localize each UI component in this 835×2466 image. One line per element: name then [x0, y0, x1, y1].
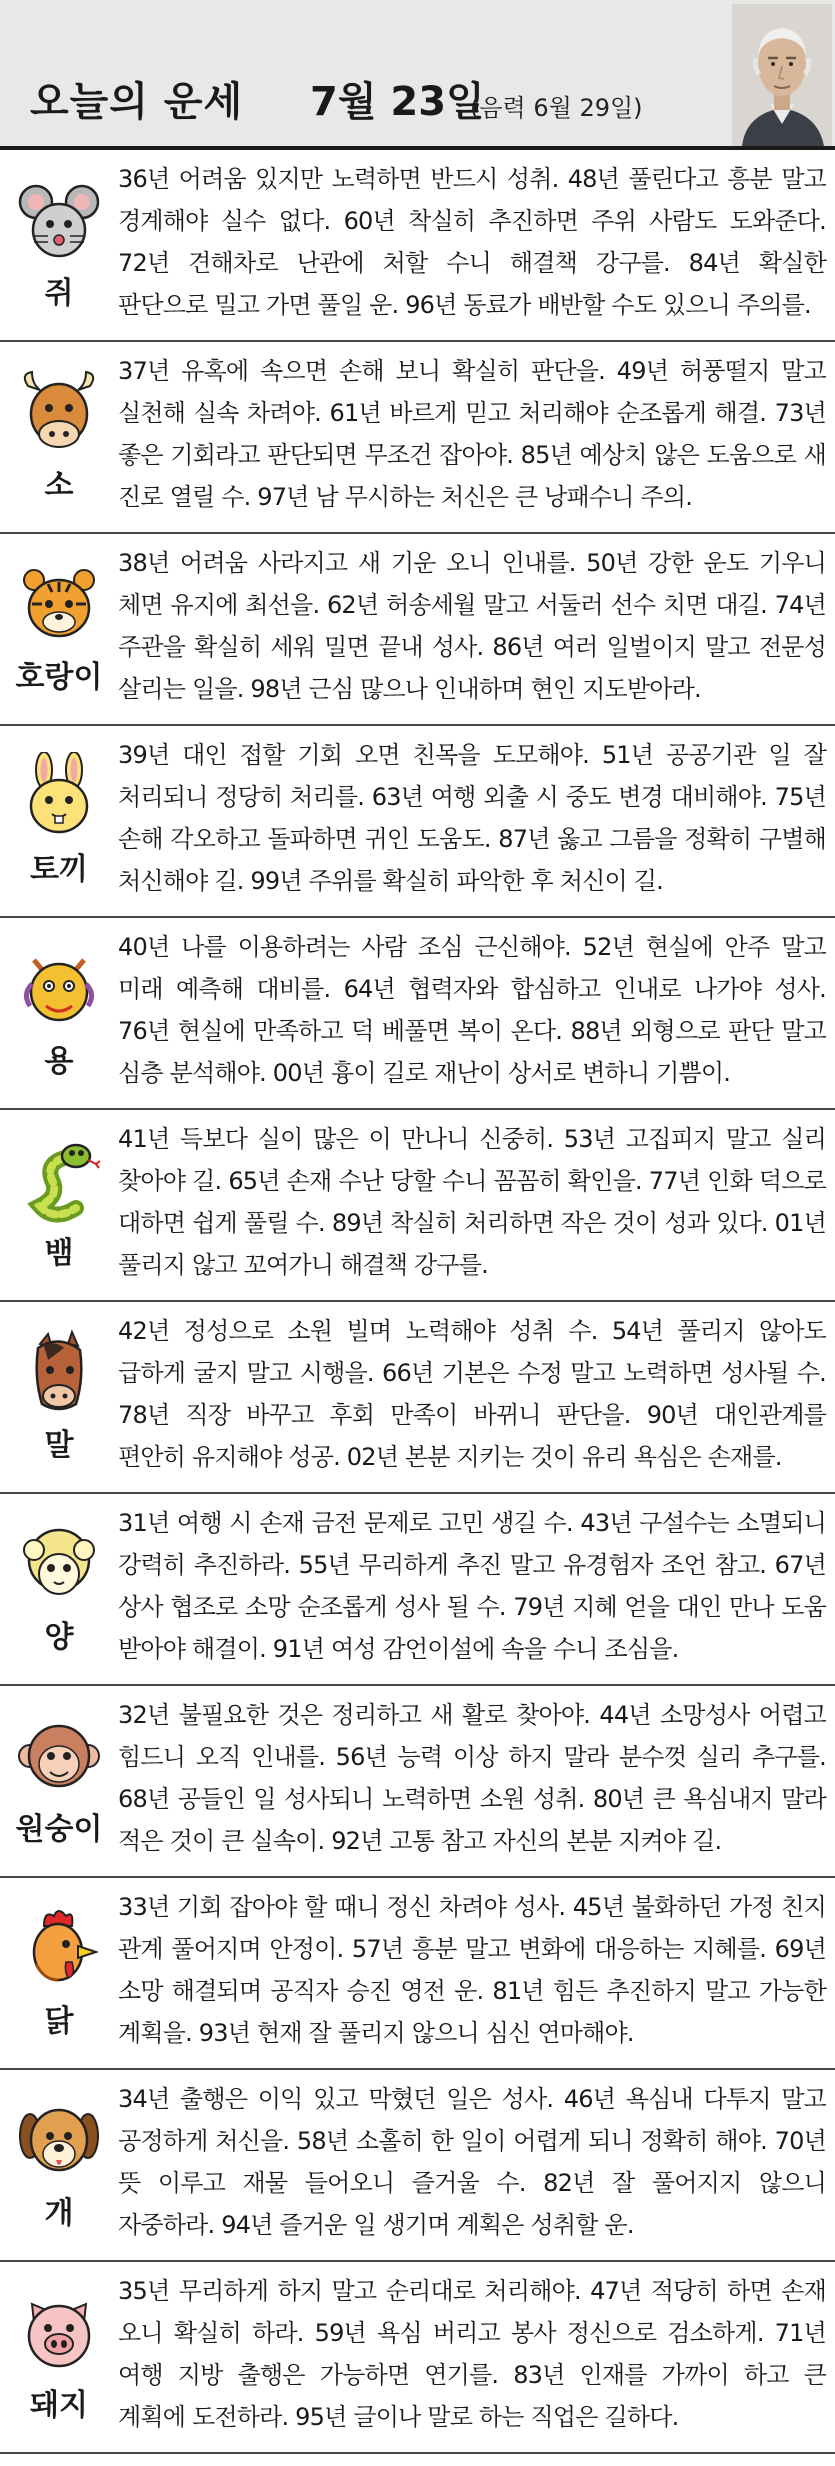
fortune-text: 39년 대인 접할 기회 오면 친목을 도모해야. 51년 공공기관 일 잘 처리되니 정당히 처리를. 63년 여행 외출 시 중도 변경 대비해야. 75년 손해 각오하고 돌파하면 귀인 도움도. 87년 옳고 그름을 정확히 구별해 처신해야 길. 99년 주위를 확실히 파악한 후 처신이 길.	[118, 741, 826, 895]
animal-cell	[0, 1878, 118, 2068]
fortune-text: 37년 유혹에 속으면 손해 보니 확실히 판단을. 49년 허풍떨지 말고 실천해 실속 차려야. 61년 바르게 믿고 처리해야 순조롭게 해결. 73년 좋은 기회라고 판단되면 무조건 잡아야. 85년 예상치 않은 도움으로 새 진로 열릴 수. 97년 남 무시하는 처신은 큰 낭패수니 주의.	[118, 357, 826, 511]
dragon-icon	[14, 944, 104, 1034]
horse-icon	[14, 1328, 104, 1418]
list-item	[0, 1302, 835, 1494]
monkey-icon	[14, 1712, 104, 1802]
columnist-portrait	[732, 4, 832, 146]
list-item	[0, 342, 835, 534]
animal-name: 양	[44, 1620, 74, 1655]
fortune-text: 36년 어려움 있지만 노력하면 반드시 성취. 48년 풀린다고 흥분 말고 경계해야 실수 없다. 60년 착실히 추진하면 주위 사람도 도와준다. 72년 견해차로 난관에 처할 수니 해결책 강구를. 84년 확실한 판단으로 밀고 가면 풀일 운. 96년 동료가 배반할 수도 있으니 주의를.	[118, 165, 826, 319]
animal-cell	[0, 726, 118, 916]
list-item	[0, 150, 835, 342]
animal-name: 소	[44, 468, 74, 503]
list-item	[0, 2262, 835, 2454]
header	[0, 0, 835, 150]
lunar-date-label: (음력 6월 29일)	[470, 94, 643, 122]
fortune-text: 34년 출행은 이익 있고 막혔던 일은 성사. 46년 욕심내 다투지 말고 공정하게 처신을. 58년 소홀히 한 일이 어렵게 되니 정확히 해야. 70년 뜻 이루고 재물 들어오니 즐거울 수. 82년 잘 풀어지지 않으니 자중하라. 94년 즐거운 일 생기며 계획은 성취할 운.	[118, 2085, 826, 2239]
list-item	[0, 1878, 835, 2070]
rooster-icon	[14, 1904, 104, 1994]
animal-cell	[0, 918, 118, 1108]
animal-cell	[0, 2262, 118, 2452]
animal-cell	[0, 1494, 118, 1684]
page-title: 오늘의 운세	[30, 79, 244, 125]
fortune-text: 35년 무리하게 하지 말고 순리대로 처리해야. 47년 적당히 하면 손재 오니 확실히 하라. 59년 욕심 버리고 봉사 정신으로 검소하게. 71년 여행 지방 출행은 가능하면 연기를. 83년 인재를 가까이 하고 큰 계획에 도전하라. 95년 글이나 말로 하는 직업은 길하다.	[118, 2277, 826, 2431]
rat-icon	[14, 176, 104, 266]
list-item	[0, 1494, 835, 1686]
animal-name: 토끼	[30, 852, 88, 887]
animal-name: 돼지	[30, 2388, 88, 2423]
fortune-text: 41년 득보다 실이 많은 이 만나니 신중히. 53년 고집피지 말고 실리 찾아야 길. 65년 손재 수난 당할 수니 꼼꼼히 확인을. 77년 인화 덕으로 대하면 쉽게 풀릴 수. 89년 착실히 처리하면 작은 것이 성과 있다. 01년 풀리지 않고 꼬여가니 해결책 강구를.	[118, 1125, 826, 1279]
list-item	[0, 534, 835, 726]
sheep-icon	[14, 1520, 104, 1610]
animal-name: 닭	[44, 2004, 74, 2039]
snake-icon	[14, 1136, 104, 1226]
fortune-text: 38년 어려움 사라지고 새 기운 오니 인내를. 50년 강한 운도 기우니 체면 유지에 최선을. 62년 허송세월 말고 서둘러 선수 치면 대길. 74년 주관을 확실히 세워 밀면 끝내 성사. 86년 여러 일벌이지 말고 전문성 살리는 일을. 98년 근심 많으나 인내하며 현인 지도받아라.	[118, 549, 826, 703]
fortune-text: 42년 정성으로 소원 빌며 노력해야 성취 수. 54년 풀리지 않아도 급하게 굴지 말고 시행을. 66년 기본은 수정 말고 노력하면 성사될 수. 78년 직장 바꾸고 후회 만족이 바뀌니 판단을. 90년 대인관계를 편안히 유지해야 성공. 02년 본분 지키는 것이 유리 욕심은 손재를.	[118, 1317, 826, 1471]
fortune-text: 33년 기회 잡아야 할 때니 정신 차려야 성사. 45년 불화하던 가정 친지 관계 풀어지며 안정이. 57년 흥분 말고 변화에 대응하는 지혜를. 69년 소망 해결되며 공직자 승진 영전 운. 81년 힘든 추진하지 말고 가능한 계획을. 93년 현재 잘 풀리지 않으니 심신 연마해야.	[118, 1893, 826, 2047]
rabbit-icon	[14, 752, 104, 842]
dog-icon	[14, 2096, 104, 2186]
animal-cell	[0, 1686, 118, 1876]
animal-name: 원숭이	[15, 1812, 103, 1847]
animal-name: 말	[44, 1428, 74, 1463]
animal-name: 개	[44, 2196, 74, 2231]
animal-cell	[0, 1110, 118, 1300]
animal-cell	[0, 1302, 118, 1492]
list-item	[0, 1110, 835, 1302]
list-item	[0, 1686, 835, 1878]
animal-name: 호랑이	[15, 660, 103, 695]
animal-name: 쥐	[44, 276, 74, 311]
animal-cell	[0, 534, 118, 724]
pig-icon	[14, 2288, 104, 2378]
list-item	[0, 918, 835, 1110]
animal-name: 용	[44, 1044, 74, 1079]
fortune-text: 32년 불필요한 것은 정리하고 새 활로 찾아야. 44년 소망성사 어렵고 힘드니 오직 인내를. 56년 능력 이상 하지 말라 분수껏 실리 추구를. 68년 공들인 일 성사되니 노력하면 소원 성취. 80년 큰 욕심내지 말라 적은 것이 큰 실속이. 92년 고통 참고 자신의 본분 지켜야 길.	[118, 1701, 826, 1855]
date-label: 7월 23일	[310, 79, 485, 125]
fortune-text: 40년 나를 이용하려는 사람 조심 근신해야. 52년 현실에 안주 말고 미래 예측해 대비를. 64년 협력자와 합심하고 인내로 나가야 성사. 76년 현실에 만족하고 덕 베풀면 복이 온다. 88년 외형으로 판단 말고 심층 분석해야. 00년 흉이 길로 재난이 상서로 변하니 기쁨이.	[118, 933, 826, 1087]
list-item	[0, 2070, 835, 2262]
animal-cell	[0, 150, 118, 340]
tiger-icon	[14, 560, 104, 650]
animal-name: 뱀	[44, 1236, 74, 1271]
fortune-text: 31년 여행 시 손재 금전 문제로 고민 생길 수. 43년 구설수는 소멸되니 강력히 추진하라. 55년 무리하게 추진 말고 유경험자 조언 참고. 67년 상사 협조로 소망 순조롭게 성사 될 수. 79년 지혜 얻을 대인 만나 도움 받아야 해결이. 91년 여성 감언이설에 속을 수니 조심을.	[118, 1509, 826, 1663]
ox-icon	[14, 368, 104, 458]
list-item	[0, 726, 835, 918]
animal-cell	[0, 2070, 118, 2260]
animal-cell	[0, 342, 118, 532]
